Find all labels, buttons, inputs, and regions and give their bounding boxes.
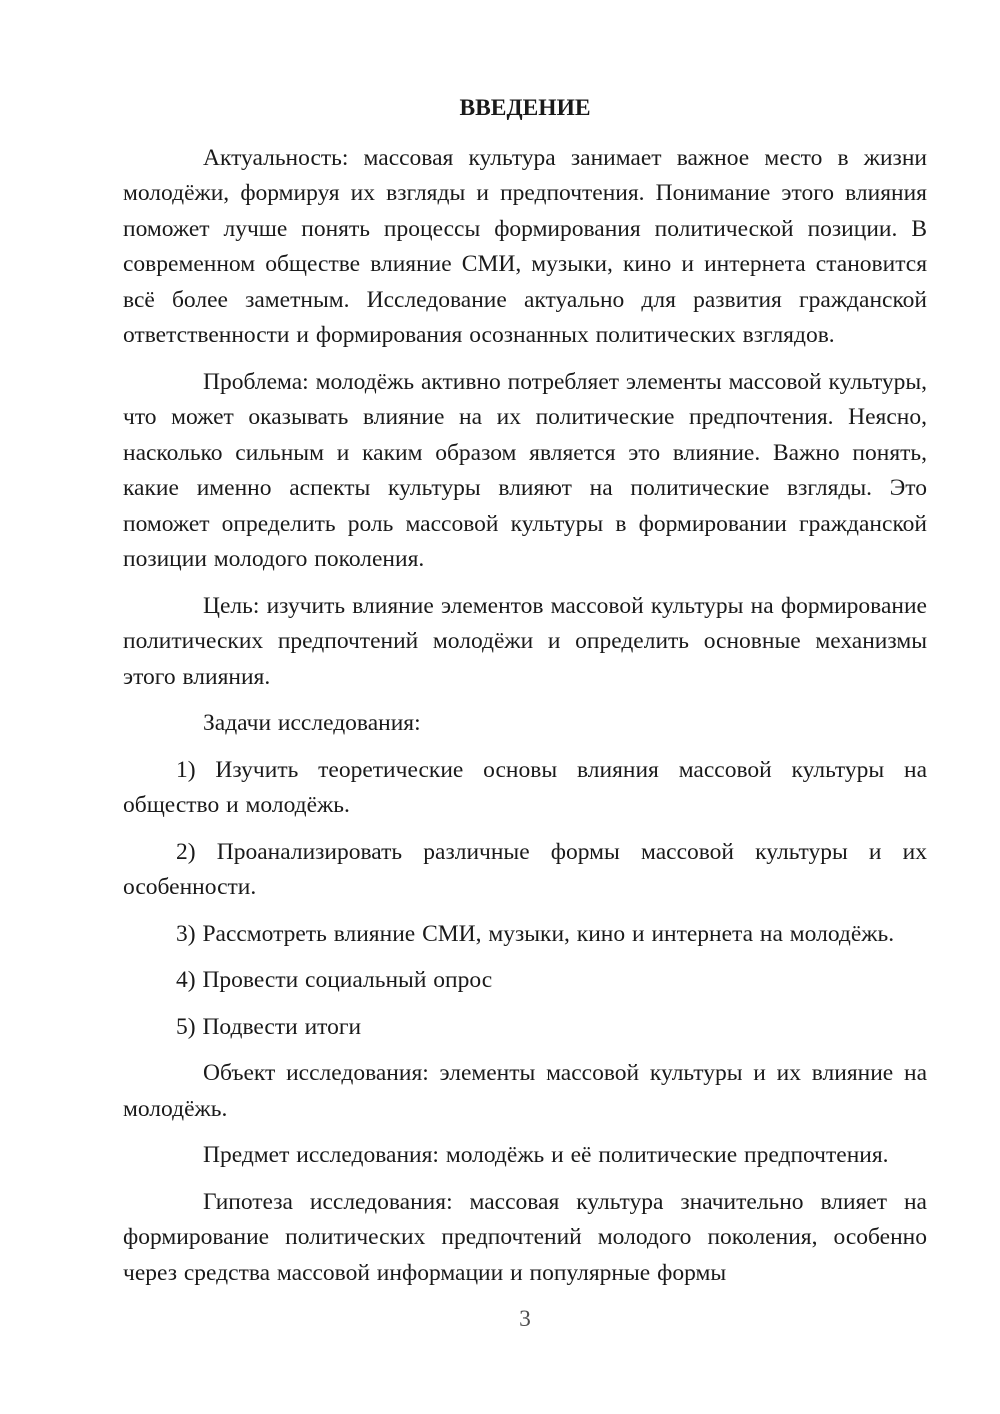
task-item-4: 4) Провести социальный опрос	[176, 967, 493, 993]
paragraph-gipoteza: Гипотеза исследования: массовая культура значительно влияет на формирование политических предпочтений молодого поколения, особенно через средства массовой информации и популярные формы	[123, 1188, 927, 1286]
paragraph-predmet: Предмет исследования: молодёжь и её политические предпочтения.	[203, 1142, 889, 1168]
task-item-2: 2) Проанализировать различные формы массовой культуры и их особенности.	[123, 838, 927, 900]
paragraph-aktualnost: Актуальность: массовая культура занимает важное место в жизни молодёжи, формируя их взгляды и предпочтения. Понимание этого влияния поможет лучше понять процессы формирования политической позиции. В современном обществе влияние СМИ, музыки, кино и интернета становится всё более заметным. Исследование актуально для развития гражданской ответственности и формирования осознанных политических взглядов.	[123, 144, 927, 348]
page-title: ВВЕДЕНИЕ	[459, 95, 591, 121]
task-item-5: 5) Подвести итоги	[176, 1013, 362, 1040]
paragraph-zadachi-header: Задачи исследования:	[203, 710, 421, 736]
paragraph-obekt: Объект исследования: элементы массовой культуры и их влияние на молодёжь.	[123, 1060, 927, 1122]
paragraph-problema: Проблема: молодёжь активно потребляет элементы массовой культуры, что может оказывать влияние на их политические предпочтения. Неясно, насколько сильным и каким образом является это влияние. Важно понять, какие именно аспекты культуры влияют на политические взгляды. Это поможет определить роль массовой культуры в формировании гражданской позиции молодого поколения.	[123, 368, 927, 572]
paragraph-tsel: Цель: изучить влияние элементов массовой культуры на формирование политических предпочтений молодёжи и определить основные механизмы этого влияния.	[123, 592, 927, 690]
page-number: 3	[519, 1306, 531, 1332]
task-item-3: 3) Рассмотреть влияние СМИ, музыки, кино и интернета на молодёжь.	[176, 920, 895, 947]
task-item-1: 1) Изучить теоретические основы влияния массовой культуры на общество и молодёжь.	[123, 756, 927, 818]
